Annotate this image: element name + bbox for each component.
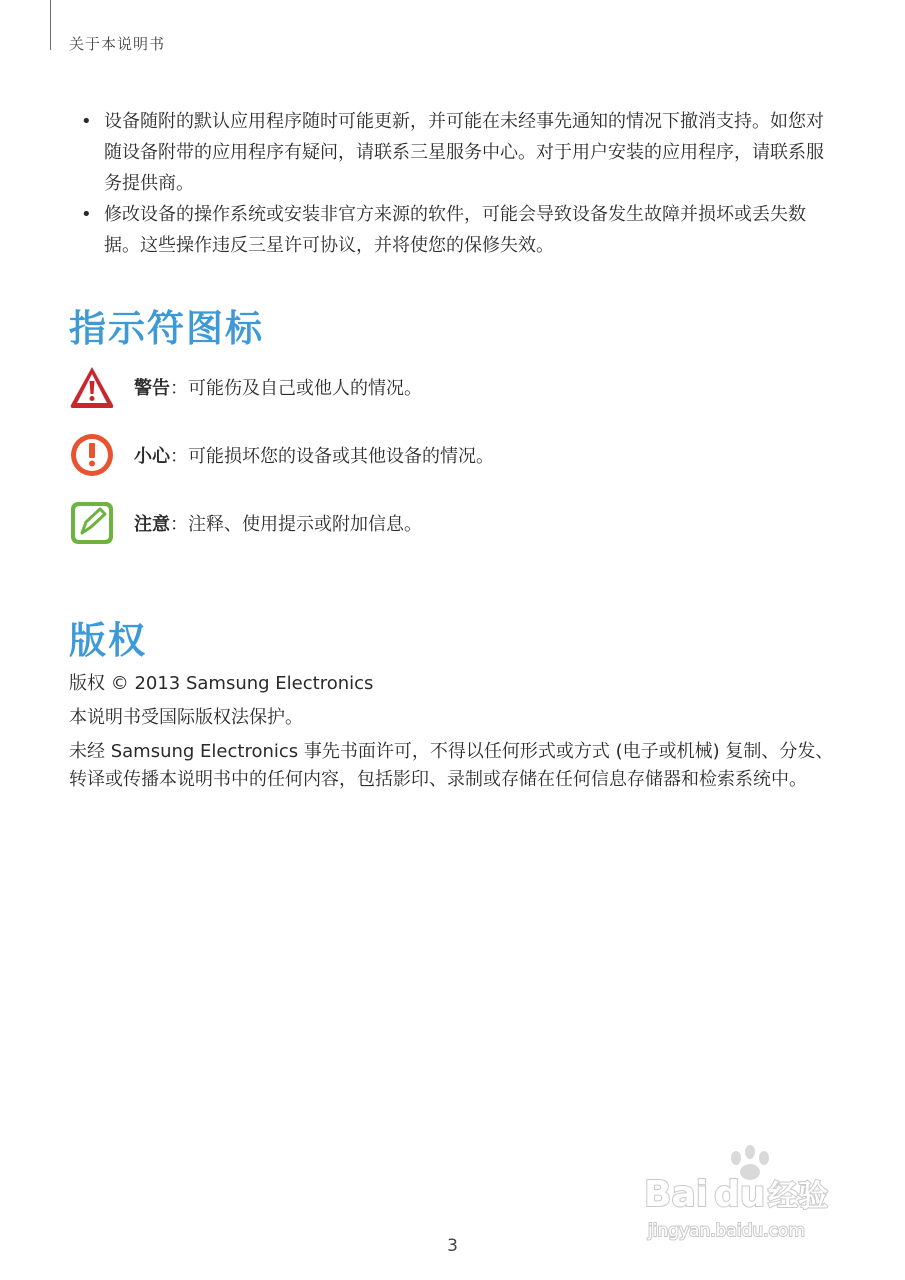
label-separator: ： (170, 446, 188, 467)
bullet-marker: • (81, 204, 92, 225)
copyright-protection: 本说明书受国际版权法保护。 (69, 707, 303, 728)
indicator-description (134, 442, 494, 468)
warning-triangle-icon (69, 364, 115, 410)
indicator-label: 小心 (134, 446, 170, 467)
list-item (78, 199, 838, 261)
indicator-text: 可能损坏您的设备或其他设备的情况。 (188, 446, 494, 467)
indicator-text: 可能伤及自己或他人的情况。 (188, 378, 422, 399)
caution-circle-icon (69, 432, 115, 478)
watermark-cn: 经验 (768, 1179, 828, 1214)
label-separator: ： (170, 378, 188, 399)
bullet-list (78, 106, 838, 261)
list-item (78, 106, 838, 199)
page-number: 3 (447, 1236, 458, 1256)
baidu-jingyan-watermark (640, 1140, 860, 1250)
indicator-description (134, 374, 422, 400)
watermark-brand-2: du (714, 1174, 766, 1215)
indicator-note (69, 500, 422, 546)
label-separator: ： (170, 514, 188, 535)
section-title-indicators: 指示符图标 (69, 307, 264, 350)
indicator-label: 注意 (134, 514, 170, 535)
copyright-restriction: 未经 Samsung Electronics 事先书面许可，不得以任何形式或方式 (电子或机械) 复制、分发、转译或传播本说明书中的任何内容，包括影印、录制或存储在任何信息存储器和检索系统中。 (69, 741, 834, 790)
indicator-label: 警告 (134, 378, 170, 399)
section-title-copyright: 版权 (69, 619, 147, 662)
note-pen-icon (69, 500, 115, 546)
indicator-warning (69, 364, 422, 410)
watermark-brand: Bai (644, 1174, 709, 1215)
header-divider (50, 0, 51, 50)
indicator-caution (69, 432, 494, 478)
indicator-text: 注释、使用提示或附加信息。 (188, 514, 422, 535)
bullet-marker: • (81, 111, 92, 132)
watermark-url: jingyan.baidu.com (648, 1221, 805, 1241)
indicator-description (134, 510, 422, 536)
copyright-notice: 版权 © 2013 Samsung Electronics (69, 673, 374, 694)
bullet-text: 修改设备的操作系统或安装非官方来源的软件，可能会导致设备发生故障并损坏或丢失数据。这些操作违反三星许可协议，并将使您的保修失效。 (104, 204, 806, 256)
running-header: 关于本说明书 (69, 35, 166, 53)
bullet-text: 设备随附的默认应用程序随时可能更新，并可能在未经事先通知的情况下撤消支持。如您对随设备附带的应用程序有疑问，请联系三星服务中心。对于用户安装的应用程序，请联系服务提供商。 (104, 111, 824, 194)
